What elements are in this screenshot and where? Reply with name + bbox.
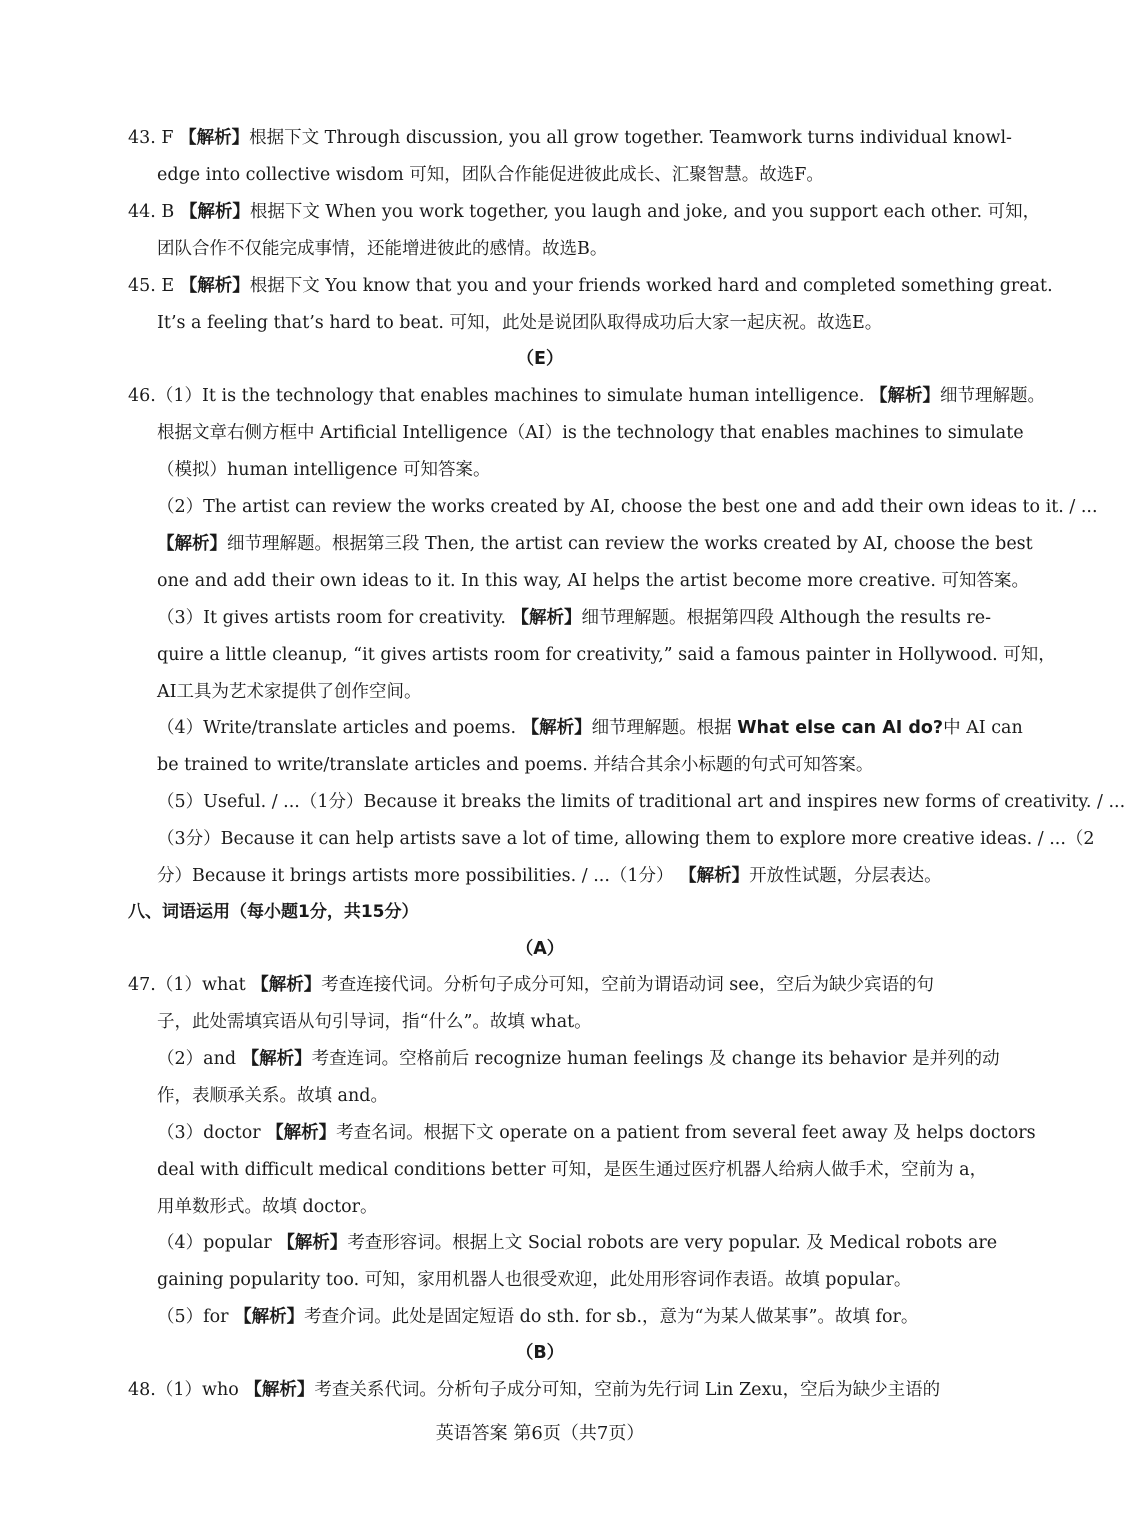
line-q46d: [157, 493, 1098, 521]
text-run: 中 AI can: [943, 718, 1023, 738]
text-run: one and add their own ideas to it. In this way, AI helps the artist become more creative. 可知答案。: [157, 571, 1030, 591]
text-run: （模拟）human intelligence 可知答案。: [157, 460, 491, 480]
text-run: 考查形容词。根据上文 Social robots are very popular. 及 Medical robots are: [347, 1233, 998, 1253]
bold-label: 【解析】: [251, 975, 322, 995]
line-q45b: [157, 309, 957, 337]
line-q46k: [157, 751, 957, 779]
text-run: gaining popularity too. 可知，家用机器人也很受欢迎，此处用形容词作表语。故填 popular。: [157, 1270, 912, 1290]
line-sec8: [128, 898, 419, 926]
line-q47h: [157, 1229, 998, 1257]
line-secA: [0, 935, 1080, 963]
text-run: 细节理解题。: [939, 386, 1045, 406]
bold-label: 【解析】: [157, 534, 227, 554]
line-q43a: [128, 124, 1012, 152]
bold-label: 【解析】: [234, 1307, 305, 1327]
bold-label: 【解析】: [244, 1380, 315, 1400]
text-run: 根据下文 When you work together, you laugh and joke, and you support each other. 可知，: [249, 202, 1041, 222]
line-q46f: [157, 567, 1030, 595]
line-q47c: [157, 1045, 1000, 1073]
bold-label: 【解析】: [179, 276, 250, 296]
text-run: 46.（1）It is the technology that enables machines to simulate human intelligence.: [128, 386, 870, 406]
text-run: 考查介词。此处是固定短语 do sth. for sb.，意为“为某人做某事”。故填 for。: [304, 1307, 919, 1327]
text-run: quire a little cleanup, “it gives artists room for creativity,” said a famous painter in Hollywood. 可知，: [157, 645, 1056, 665]
text-run: 考查连词。空格前后 recognize human feelings 及 change its behavior 是并列的动: [311, 1049, 1000, 1069]
text-run: 根据下文 You know that you and your friends worked hard and completed something great.: [249, 276, 1053, 296]
line-q46i: [157, 678, 957, 706]
text-run: （5）for: [157, 1307, 235, 1327]
bold-label: 【解析】: [521, 718, 592, 738]
line-q46m: [157, 825, 1095, 853]
bold-label: （A）: [515, 939, 565, 959]
line-q47f: [157, 1156, 988, 1184]
line-q47g: [157, 1193, 957, 1221]
line-secE: [0, 345, 1080, 373]
text-run: 43. F: [128, 128, 180, 148]
line-secB: [0, 1339, 1080, 1367]
text-run: deal with difficult medical conditions better 可知，是医生通过医疗机器人给病人做手术，空前为 a，: [157, 1160, 988, 1180]
text-run: 八、词语运用（每小题1分，共15分）: [128, 902, 419, 922]
text-run: （2）The artist can review the works created by AI, choose the best one and add their own ideas to it. / ...: [157, 497, 1098, 517]
bold-label: 【解析】: [277, 1233, 348, 1253]
line-q46j: [157, 714, 1023, 742]
text-run: （4）popular: [157, 1233, 278, 1253]
line-q46h: [157, 641, 1056, 669]
line-q46e: [157, 530, 1033, 558]
text-run: 用单数形式。故填 doctor。: [157, 1197, 378, 1217]
line-q46n: [157, 862, 957, 890]
text-run: 细节理解题。根据第三段 Then, the artist can review the works created by AI, choose the best: [227, 534, 1033, 554]
bold-label: 【解析】: [869, 386, 940, 406]
text-run: （2）and: [157, 1049, 242, 1069]
text-run: 考查连接代词。分析句子成分可知，空前为谓语动词 see，空后为缺少宾语的句: [321, 975, 935, 995]
bold-label: 【解析】: [679, 866, 750, 886]
bold-label: 【解析】: [266, 1123, 337, 1143]
bold-label: 【解析】: [241, 1049, 312, 1069]
text-run: 根据下文 Through discussion, you all grow together. Teamwork turns individual knowl-: [249, 128, 1012, 148]
line-q45a: [128, 272, 1053, 300]
line-q46g: [157, 604, 991, 632]
text-run: It’s a feeling that’s hard to beat. 可知，此处是说团队取得成功后大家一起庆祝。故选E。: [157, 313, 883, 333]
text-run: 子，此处需填宾语从句引导词，指“什么”。故填 what。: [157, 1012, 592, 1032]
text-run: 48.（1）who: [128, 1380, 245, 1400]
text-run: 47.（1）what: [128, 975, 252, 995]
line-q46a: [128, 382, 1045, 410]
text-run: （3）It gives artists room for creativity.: [157, 608, 512, 628]
text-run: 44. B: [128, 202, 180, 222]
line-q43b: [157, 161, 957, 189]
line-q47a: [128, 971, 957, 999]
text-run: AI工具为艺术家提供了创作空间。: [157, 682, 422, 702]
text-run: 考查名词。根据下文 operate on a patient from several feet away 及 helps doctors: [336, 1123, 1036, 1143]
text-run: 考查关系代词。分析句子成分可知，空前为先行词 Lin Zexu，空后为缺少主语的: [314, 1380, 941, 1400]
bold-label: 【解析】: [179, 128, 250, 148]
line-q44b: [157, 235, 957, 263]
text-run: 团队合作不仅能完成事情，还能增进彼此的感情。故选B。: [157, 239, 608, 259]
bold-label: What else can AI do?: [737, 718, 944, 738]
text-run: 作，表顺承关系。故填 and。: [157, 1086, 388, 1106]
text-run: be trained to write/translate articles and poems. 并结合其余小标题的句式可知答案。: [157, 755, 874, 775]
text-run: 45. E: [128, 276, 180, 296]
text-run: （5）Useful. / ...（1分）Because it breaks the limits of traditional art and inspires new forms of creativity. / ...: [157, 792, 1125, 812]
text-run: 细节理解题。根据: [591, 718, 738, 738]
line-q44a: [128, 198, 1041, 226]
bold-label: 【解析】: [511, 608, 582, 628]
bold-label: （E）: [516, 349, 564, 369]
line-q46b: [157, 419, 1024, 447]
text-run: （3分）Because it can help artists save a lot of time, allowing them to explore more creative ideas. / ...（2: [157, 829, 1095, 849]
text-run: 根据文章右侧方框中 Artificial Intelligence（AI）is the technology that enables machines to simulate: [157, 423, 1024, 443]
bold-label: （B）: [515, 1343, 565, 1363]
text-run: （4）Write/translate articles and poems.: [157, 718, 522, 738]
line-q47j: [157, 1303, 957, 1331]
text-run: 分）Because it brings artists more possibilities. / ...（1分）: [157, 866, 680, 886]
line-q47b: [157, 1008, 957, 1036]
page-footer: 英语答案 第6页（共7页）: [435, 1423, 645, 1444]
line-q46l: [157, 788, 1125, 816]
line-q47d: [157, 1082, 957, 1110]
text-run: （3）doctor: [157, 1123, 267, 1143]
text-run: 开放性试题，分层表达。: [749, 866, 942, 886]
line-q47e: [157, 1119, 1036, 1147]
text-run: edge into collective wisdom 可知，团队合作能促进彼此成长、汇聚智慧。故选F。: [157, 165, 824, 185]
line-q48a: [128, 1376, 957, 1404]
bold-label: 【解析】: [179, 202, 250, 222]
text-run: 细节理解题。根据第四段 Although the results re-: [581, 608, 991, 628]
line-q46c: [157, 456, 957, 484]
line-q47i: [157, 1266, 957, 1294]
